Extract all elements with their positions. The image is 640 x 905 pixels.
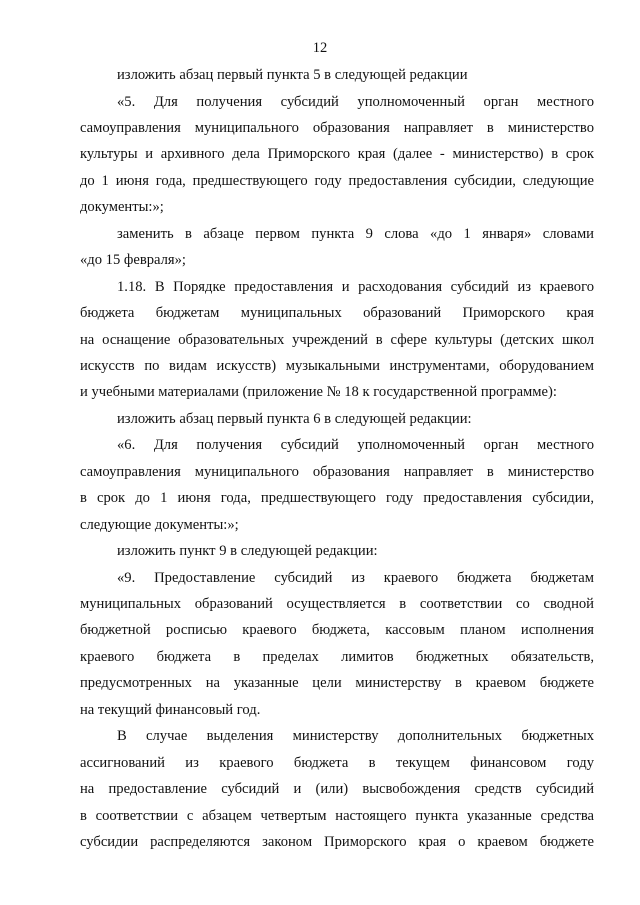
text-line: В случае выделения министерству дополнительных бюджетных: [117, 728, 594, 745]
text-line: самоуправления муниципального образования направляет в министерство: [80, 463, 594, 480]
text-line: бюджета бюджетам муниципальных образований Приморского края: [80, 305, 594, 321]
text-line: культуры и архивного дела Приморского края (далее - министерство) в срок: [80, 146, 594, 163]
text-line: 1.18. В Порядке предоставления и расходования субсидий из краевого: [117, 278, 594, 295]
text-line: документы:»;: [80, 199, 164, 216]
text-line: в соответствии с абзацем четвертым настоящего пункта указанные средства: [80, 807, 594, 824]
text-line: изложить абзац первый пункта 5 в следующей редакции: [117, 67, 468, 83]
text-line: изложить пункт 9 в следующей редакции:: [117, 543, 378, 560]
text-line: в срок до 1 июня года, предшествующего году предоставления субсидии,: [80, 490, 594, 507]
text-line: субсидии распределяются законом Приморского края о краевом бюджете: [80, 834, 594, 850]
text-line: муниципальных образований осуществляется в соответствии со сводной: [80, 596, 594, 612]
text-line: «5. Для получения субсидий уполномоченный орган местного: [117, 93, 594, 110]
text-line: самоуправления муниципального образования направляет в министерство: [80, 119, 594, 136]
text-line: до 1 июня года, предшествующего году предоставления субсидии, следующие: [80, 172, 594, 189]
text-line: «до 15 февраля»;: [80, 252, 186, 269]
text-line: изложить абзац первый пункта 6 в следующей редакции:: [117, 410, 472, 427]
page-number: 12: [312, 40, 328, 56]
text-line: краевого бюджета в пределах лимитов бюджетных обязательств,: [80, 648, 594, 665]
text-line: на оснащение образовательных учреждений в сфере культуры (детских школ: [80, 331, 594, 348]
text-line: «9. Предоставление субсидий из краевого бюджета бюджетам: [117, 569, 594, 586]
text-line: заменить в абзаце первом пункта 9 слова «до 1 января» словами: [117, 225, 594, 242]
text-line: бюджетной росписью краевого бюджета, кассовым планом исполнения: [80, 622, 594, 639]
text-line: следующие документы:»;: [80, 516, 239, 533]
text-line: искусств по видам искусств) музыкальными инструментами, оборудованием: [80, 357, 594, 374]
text-line: «6. Для получения субсидий уполномоченный орган местного: [117, 437, 594, 454]
text-line: на предоставление субсидий и (или) высвобождения средств субсидий: [80, 781, 594, 798]
text-line: предусмотренных на указанные цели министерству в краевом бюджете: [80, 675, 594, 692]
text-line: на текущий финансовый год.: [80, 701, 261, 718]
text-line: ассигнований из краевого бюджета в текущем финансовом году: [80, 754, 594, 771]
text-line: и учебными материалами (приложение № 18 к государственной программе):: [80, 384, 557, 401]
